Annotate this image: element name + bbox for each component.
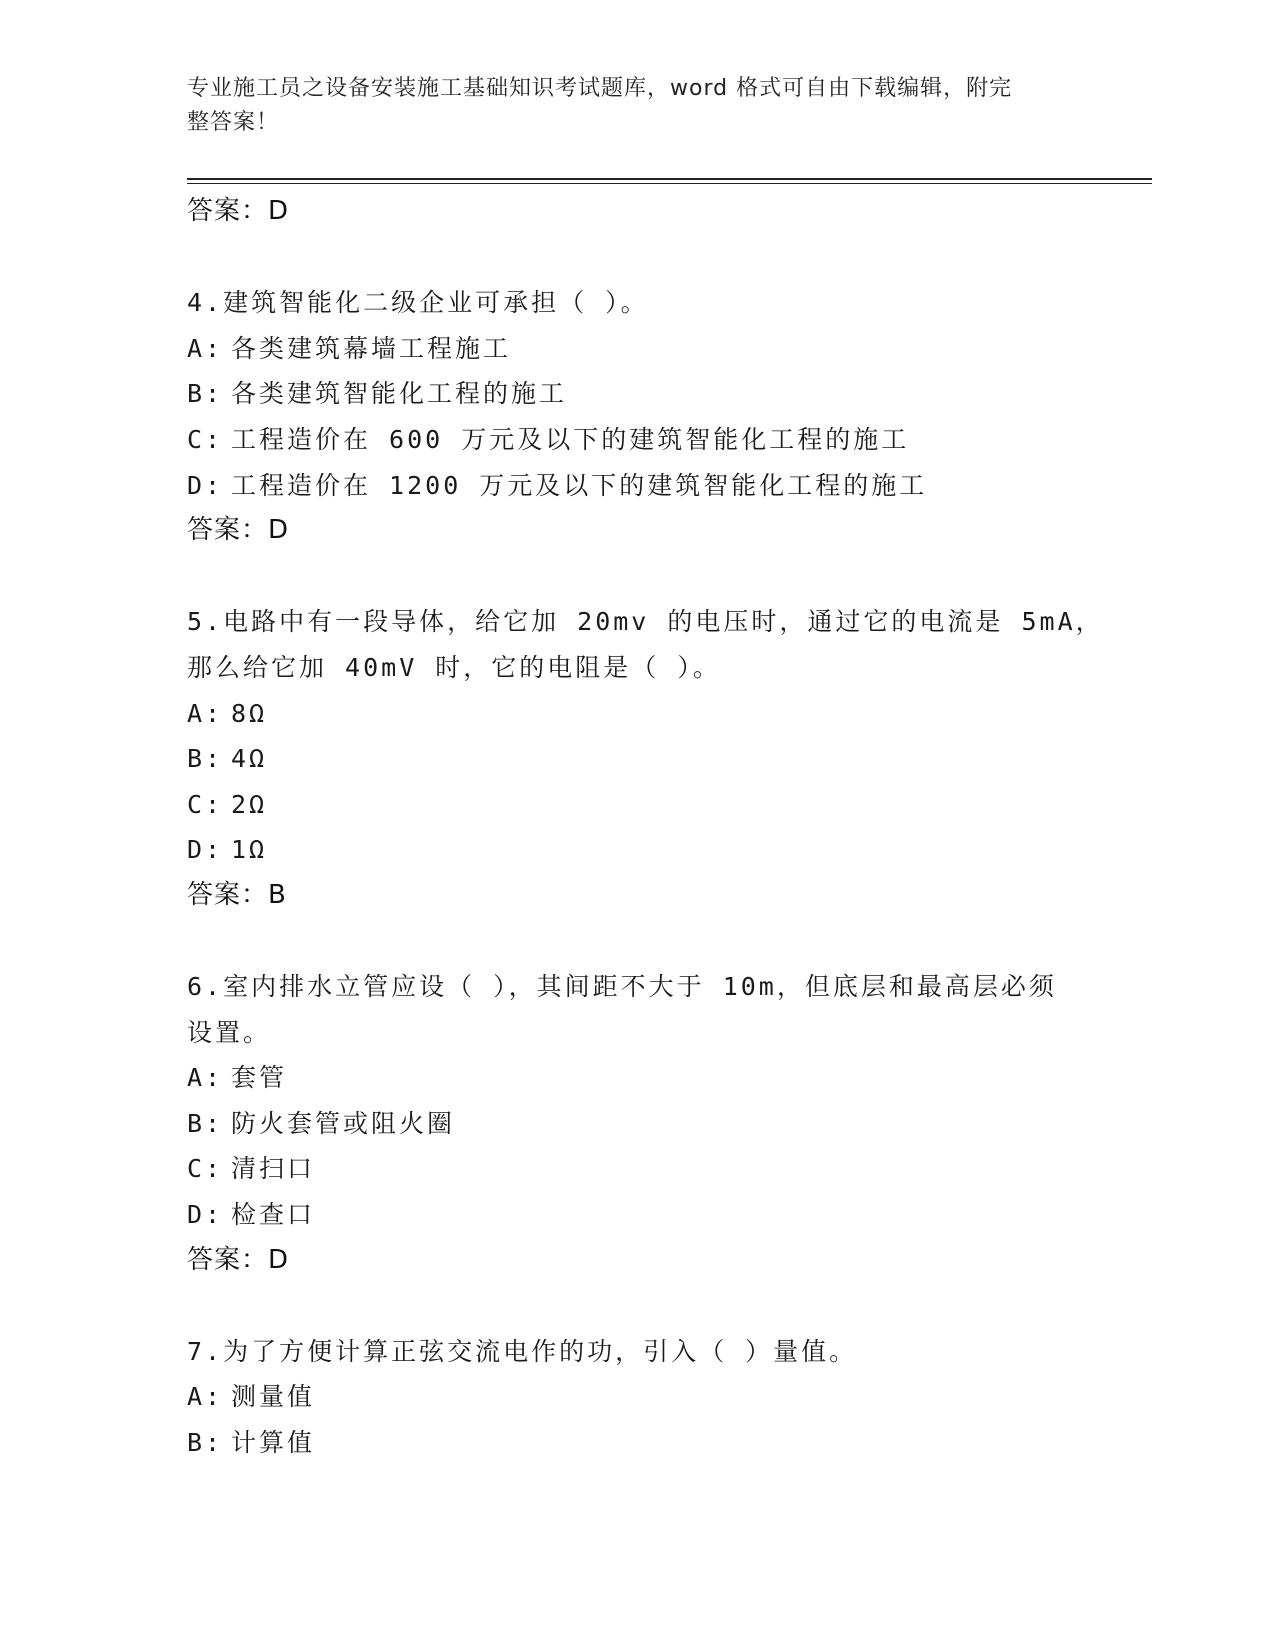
option-c (187, 417, 1087, 463)
question-6 (187, 964, 1087, 1283)
header-line-2: 整答案！ (187, 110, 280, 135)
option-text: 4Ω (231, 744, 268, 774)
option-text: 测量值 (231, 1382, 316, 1412)
answer: 答案：D (187, 1244, 290, 1275)
option-d (187, 827, 1087, 873)
question-stem-line-1: 6.室内排水立管应设（ ），其间距不大于 10m，但底层和最高层必须 (187, 972, 1057, 1002)
spacer (187, 554, 1087, 600)
question-stem-line-1: 5.电路中有一段导体，给它加 20mv 的电压时，通过它的电流是 5mA， (187, 607, 1104, 637)
option-text: 工程造价在 600 万元及以下的建筑智能化工程的施工 (231, 424, 910, 454)
option-text: 清扫口 (231, 1154, 316, 1184)
question-list (187, 189, 1104, 1466)
option-c (187, 1146, 1087, 1192)
header-line-1: 专业施工员之设备安装施工基础知识考试题库，word 格式可自由下载编辑，附完 (187, 76, 1013, 101)
option-c (187, 782, 1087, 828)
option-b (187, 1101, 1087, 1147)
option-text: 各类建筑智能化工程的施工 (231, 379, 568, 409)
question-5 (187, 599, 1104, 918)
question-stem: 7.为了方便计算正弦交流电作的功，引入（ ）量值。 (187, 1336, 858, 1366)
option-letter: D: (187, 1200, 224, 1230)
spacer (187, 235, 1087, 281)
option-a (187, 326, 1087, 372)
option-text: 1Ω (231, 835, 268, 865)
question-7 (187, 1329, 1087, 1466)
option-b (187, 1420, 1087, 1466)
answer: 答案：B (187, 879, 287, 910)
option-letter: D: (187, 835, 224, 865)
option-letter: B: (187, 1428, 224, 1458)
option-b (187, 371, 1087, 417)
option-text: 工程造价在 1200 万元及以下的建筑智能化工程的施工 (231, 470, 928, 500)
header-divider-thick (187, 178, 1152, 180)
question-stem-line-2: 设置。 (187, 1017, 272, 1047)
option-text: 防火套管或阻火圈 (231, 1108, 456, 1138)
option-text: 2Ω (231, 789, 268, 819)
answer-previous: 答案：D (187, 196, 290, 226)
question-4 (187, 280, 1087, 554)
option-text: 各类建筑幕墙工程施工 (231, 333, 512, 363)
option-d (187, 1192, 1087, 1238)
question-stem: 4.建筑智能化二级企业可承担（ ）。 (187, 288, 649, 318)
option-letter: A: (187, 698, 224, 728)
option-b (187, 736, 1087, 782)
option-d (187, 463, 1087, 509)
question-stem-line-2: 那么给它加 40mV 时，它的电阻是（ ）。 (187, 652, 721, 682)
spacer (187, 1283, 1087, 1329)
option-letter: D: (187, 470, 224, 500)
spacer (187, 919, 1087, 965)
option-text: 检查口 (231, 1200, 316, 1230)
option-letter: B: (187, 744, 224, 774)
option-letter: B: (187, 379, 224, 409)
option-letter: A: (187, 333, 224, 363)
option-letter: A: (187, 1063, 224, 1093)
option-a (187, 1374, 1087, 1420)
option-a (187, 691, 1087, 737)
option-text: 套管 (231, 1063, 288, 1093)
answer: 答案：D (187, 515, 290, 546)
option-text: 计算值 (231, 1428, 316, 1458)
option-letter: C: (187, 789, 224, 819)
option-text: 8Ω (231, 698, 268, 728)
header-divider-thin (187, 183, 1152, 184)
option-letter: B: (187, 1108, 224, 1138)
option-letter: C: (187, 424, 224, 454)
option-a (187, 1055, 1087, 1101)
option-letter: A: (187, 1382, 224, 1412)
option-letter: C: (187, 1154, 224, 1184)
document-header (187, 72, 1067, 140)
